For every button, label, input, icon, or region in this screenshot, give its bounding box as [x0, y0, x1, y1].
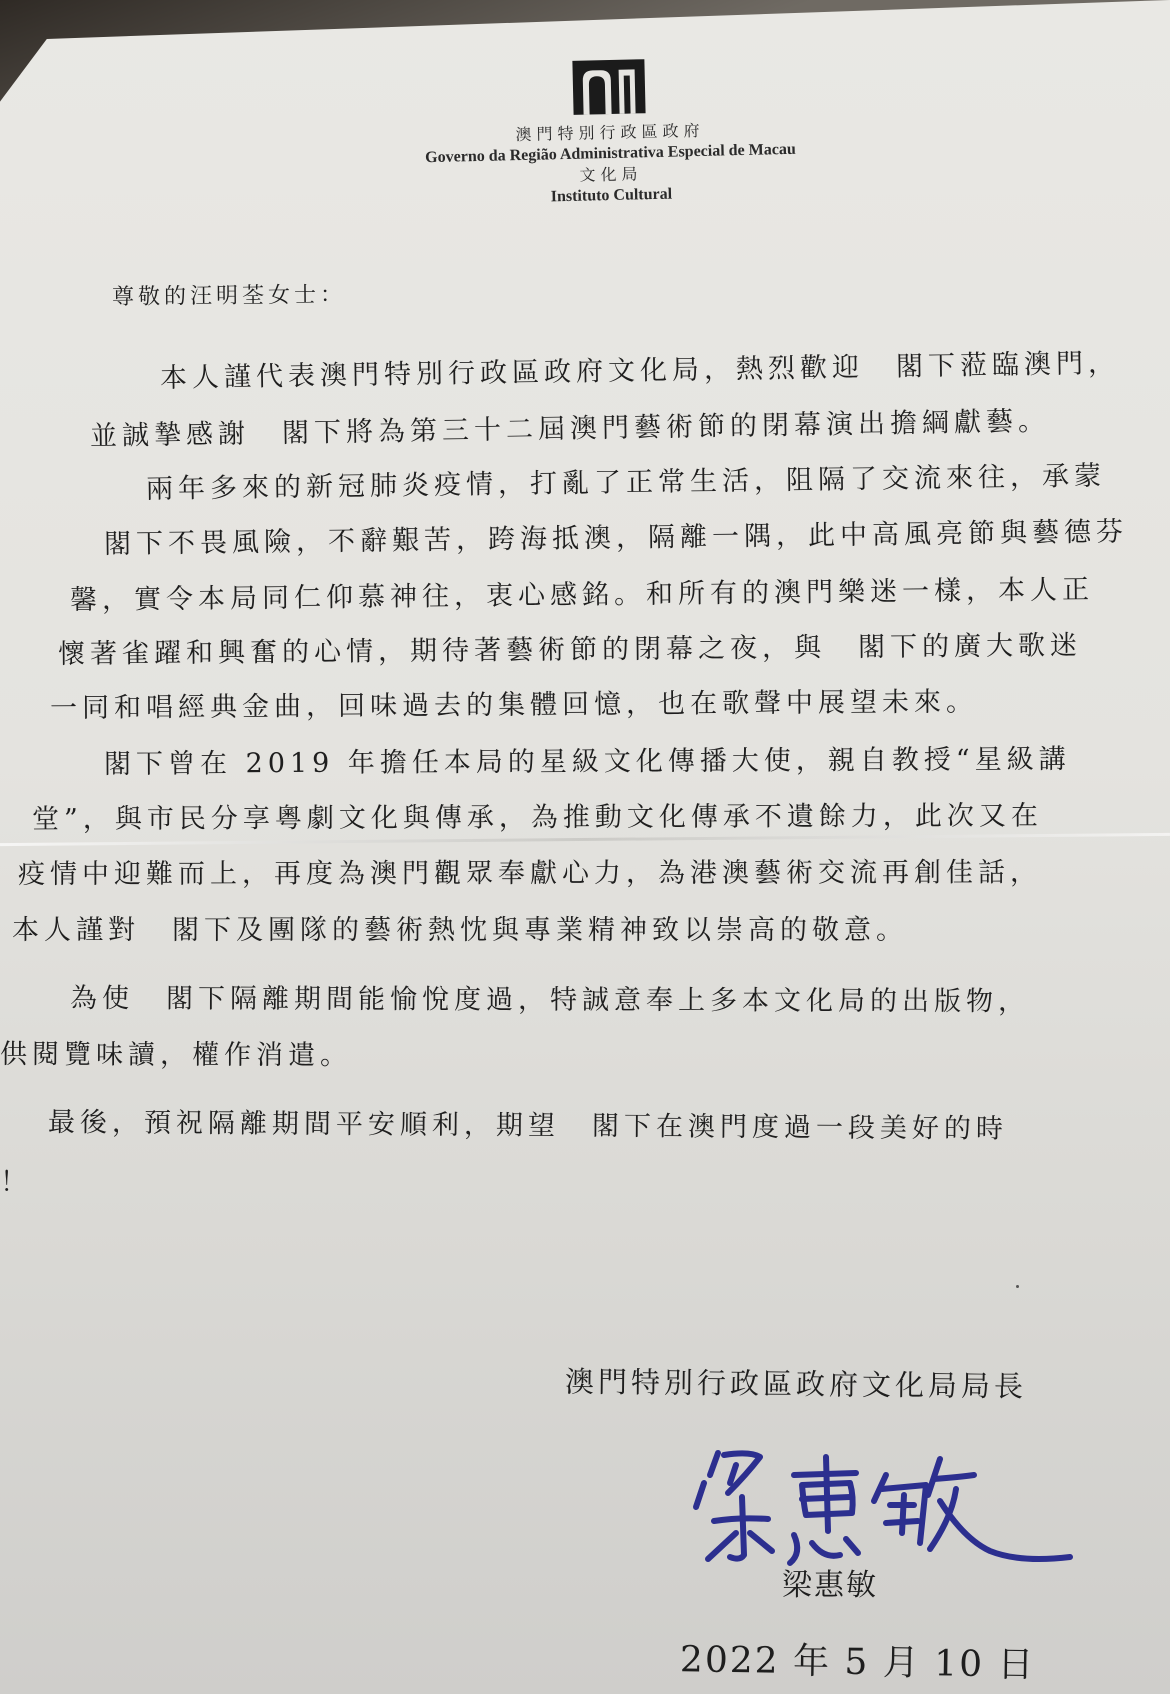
letter-line: 最後，預祝隔離期間平安順利，期望 閣下在澳門度過一段美好的時: [47, 1107, 1009, 1145]
letter-line: 本人謹對 閣下及團隊的藝術熱忱與專業精神致以崇高的敬意。: [12, 915, 908, 946]
letter-line: 堂”，與市民分享粵劇文化與傳承，為推動文化傳承不遺餘力，此次又在: [31, 800, 1043, 835]
letterhead-bureau-zh: 文化局: [579, 164, 643, 185]
letter-line: 兩年多來的新冠肺炎疫情，打亂了正常生活，阻隔了交流來往，承蒙: [145, 460, 1107, 505]
handwritten-signature: [690, 1435, 1090, 1585]
letter-line: 疫情中迎難而上，再度為澳門觀眾奉獻心力，為港澳藝術交流再創佳話，: [17, 857, 1043, 890]
letter-date: 2022 年 5 月 10 日: [679, 1639, 1036, 1686]
letter-line: 一同和唱經典金曲，回味過去的集體回憶，也在歌聲中展望未來。: [49, 686, 979, 724]
paper-speck: [1016, 1285, 1019, 1288]
letter-line: 馨，實令本局同仁仰慕神往，衷心感銘。和所有的澳門樂迷一樣，本人正: [69, 574, 1095, 616]
letter-line: 並誠摯感謝 閣下將為第三十二屆澳門藝術節的閉幕演出擔綱獻藝。: [89, 405, 1051, 452]
letter-line: 閣下不畏風險，不辭艱苦，跨海抵澳，隔離一隅，此中高風亮節與藝德芬: [103, 516, 1129, 560]
letter-line: 為使 閣下隔離期間能愉悅度過，特誠意奉上多本文化局的出版物，: [69, 983, 1031, 1018]
letter-line: 本人謹代表澳門特別行政區政府文化局，熱烈歡迎 閣下蒞臨澳門，: [159, 347, 1121, 394]
letterhead-government-zh: 澳門特別行政區政府: [515, 120, 705, 145]
letterhead-bureau-pt: Instituto Cultural: [550, 185, 673, 206]
letter-line: 懷著雀躍和興奮的心情，期待著藝術節的閉幕之夜，與 閣下的廣大歌迷: [57, 630, 1083, 670]
letter-line: ！: [0, 1167, 32, 1198]
letterhead-government-pt: Governo da Região Administrativa Especial de Macau: [425, 140, 796, 167]
letter-line: 供閱覽味讀，權作消遣。: [0, 1039, 353, 1072]
salutation: 尊敬的汪明荃女士：: [111, 282, 347, 310]
signatory-name: 梁惠敏: [782, 1568, 878, 1603]
letter-line: 閣下曾在 2019 年擔任本局的星級文化傳播大使，親自教授“星級講: [103, 743, 1071, 780]
signatory-title: 澳門特別行政區政府文化局局長: [564, 1364, 1028, 1404]
